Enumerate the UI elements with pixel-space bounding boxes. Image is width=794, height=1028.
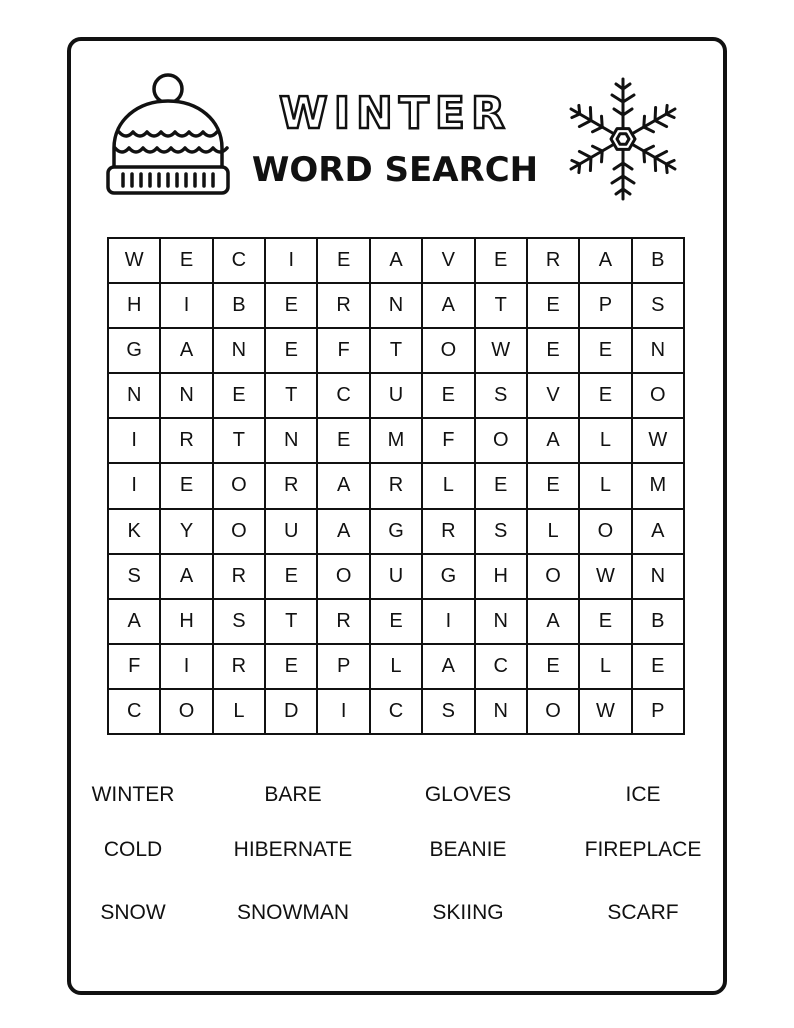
- grid-cell[interactable]: E: [527, 644, 579, 689]
- grid-cell[interactable]: M: [370, 418, 422, 463]
- grid-cell[interactable]: R: [160, 418, 212, 463]
- grid-cell[interactable]: L: [370, 644, 422, 689]
- grid-cell[interactable]: S: [213, 599, 265, 644]
- grid-cell[interactable]: A: [422, 283, 474, 328]
- grid-cell[interactable]: O: [475, 418, 527, 463]
- grid-cell[interactable]: L: [579, 644, 631, 689]
- grid-cell[interactable]: F: [422, 418, 474, 463]
- grid-cell[interactable]: V: [527, 373, 579, 418]
- grid-cell[interactable]: H: [475, 554, 527, 599]
- grid-cell[interactable]: R: [317, 283, 369, 328]
- grid-cell[interactable]: C: [317, 373, 369, 418]
- grid-cell[interactable]: E: [317, 418, 369, 463]
- word-list-item: COLD: [103, 838, 163, 861]
- grid-cell[interactable]: S: [475, 373, 527, 418]
- grid-cell[interactable]: W: [475, 328, 527, 373]
- grid-cell[interactable]: F: [317, 328, 369, 373]
- word-list-item: SNOWMAN: [237, 901, 349, 924]
- grid-cell[interactable]: A: [579, 238, 631, 283]
- grid-cell[interactable]: E: [370, 599, 422, 644]
- grid-cell[interactable]: H: [108, 283, 160, 328]
- grid-cell[interactable]: W: [108, 238, 160, 283]
- grid-cell[interactable]: T: [213, 418, 265, 463]
- grid-cell[interactable]: E: [527, 328, 579, 373]
- grid-cell[interactable]: E: [475, 463, 527, 508]
- grid-cell[interactable]: B: [632, 599, 684, 644]
- word-search-grid: [107, 237, 685, 735]
- word-list-item: SNOW: [100, 901, 166, 924]
- grid-cell[interactable]: L: [579, 463, 631, 508]
- grid-cell[interactable]: T: [265, 599, 317, 644]
- grid-cell[interactable]: W: [632, 418, 684, 463]
- grid-cell[interactable]: L: [213, 689, 265, 734]
- grid-cell[interactable]: E: [579, 373, 631, 418]
- grid-cell[interactable]: B: [213, 283, 265, 328]
- grid-cell[interactable]: W: [579, 554, 631, 599]
- grid-cell[interactable]: N: [475, 599, 527, 644]
- word-list-item: SCARF: [607, 901, 679, 924]
- grid-cell[interactable]: E: [475, 238, 527, 283]
- grid-cell[interactable]: I: [160, 644, 212, 689]
- grid-cell[interactable]: O: [527, 689, 579, 734]
- grid-cell[interactable]: W: [579, 689, 631, 734]
- grid-cell[interactable]: E: [265, 328, 317, 373]
- grid-cell[interactable]: L: [579, 418, 631, 463]
- grid-cell[interactable]: D: [265, 689, 317, 734]
- grid-cell[interactable]: O: [527, 554, 579, 599]
- grid-cell[interactable]: A: [317, 463, 369, 508]
- grid-cell[interactable]: E: [213, 373, 265, 418]
- grid-cell[interactable]: S: [422, 689, 474, 734]
- grid-cell[interactable]: N: [632, 554, 684, 599]
- grid-cell[interactable]: U: [370, 373, 422, 418]
- grid-cell[interactable]: I: [422, 599, 474, 644]
- word-list-item: SKIING: [432, 901, 504, 924]
- grid-cell[interactable]: G: [370, 509, 422, 554]
- word-list-item: HIBERNATE: [233, 838, 353, 861]
- grid-cell[interactable]: N: [265, 418, 317, 463]
- grid-cell[interactable]: R: [422, 509, 474, 554]
- grid-cell[interactable]: S: [108, 554, 160, 599]
- grid-cell[interactable]: N: [160, 373, 212, 418]
- grid-cell[interactable]: M: [632, 463, 684, 508]
- grid-cell[interactable]: B: [632, 238, 684, 283]
- grid-cell[interactable]: O: [422, 328, 474, 373]
- grid-cell[interactable]: F: [108, 644, 160, 689]
- grid-cell[interactable]: P: [579, 283, 631, 328]
- grid-cell[interactable]: E: [265, 554, 317, 599]
- word-list-item: BEANIE: [429, 838, 507, 861]
- grid-cell[interactable]: A: [632, 509, 684, 554]
- grid-cell[interactable]: E: [317, 238, 369, 283]
- grid-cell[interactable]: E: [527, 283, 579, 328]
- grid-cell[interactable]: O: [632, 373, 684, 418]
- grid-cell[interactable]: N: [213, 328, 265, 373]
- grid-cell[interactable]: C: [108, 689, 160, 734]
- grid-cell[interactable]: A: [160, 328, 212, 373]
- word-list: [80, 770, 720, 940]
- grid-cell[interactable]: G: [108, 328, 160, 373]
- grid-cell[interactable]: E: [265, 644, 317, 689]
- grid-cell[interactable]: C: [213, 238, 265, 283]
- grid-cell[interactable]: O: [579, 509, 631, 554]
- grid-cell[interactable]: E: [632, 644, 684, 689]
- grid-cell[interactable]: G: [422, 554, 474, 599]
- grid-cell[interactable]: I: [108, 463, 160, 508]
- grid-cell[interactable]: O: [213, 463, 265, 508]
- grid-cell[interactable]: R: [213, 554, 265, 599]
- grid-cell[interactable]: E: [422, 373, 474, 418]
- word-list-item: BARE: [264, 783, 322, 806]
- grid-cell[interactable]: I: [317, 689, 369, 734]
- grid-cell[interactable]: I: [265, 238, 317, 283]
- grid-cell[interactable]: A: [527, 418, 579, 463]
- grid-cell[interactable]: S: [475, 509, 527, 554]
- word-list-item: WINTER: [91, 783, 175, 806]
- grid-cell[interactable]: A: [108, 599, 160, 644]
- grid-cell[interactable]: A: [422, 644, 474, 689]
- title-winter: WINTER: [279, 88, 511, 139]
- grid-cell[interactable]: R: [317, 599, 369, 644]
- grid-cell[interactable]: T: [370, 328, 422, 373]
- grid-cell[interactable]: S: [632, 283, 684, 328]
- grid-cell[interactable]: N: [370, 283, 422, 328]
- grid-cell[interactable]: C: [475, 644, 527, 689]
- grid-cell[interactable]: A: [370, 238, 422, 283]
- word-list-item: FIREPLACE: [584, 838, 702, 861]
- grid-cell[interactable]: Y: [160, 509, 212, 554]
- grid-cell[interactable]: A: [527, 599, 579, 644]
- grid-cell[interactable]: P: [317, 644, 369, 689]
- grid-cell[interactable]: O: [213, 509, 265, 554]
- grid-cell[interactable]: I: [108, 418, 160, 463]
- grid-cell[interactable]: A: [160, 554, 212, 599]
- grid-cell[interactable]: V: [422, 238, 474, 283]
- grid-cell[interactable]: T: [475, 283, 527, 328]
- grid-cell[interactable]: I: [160, 283, 212, 328]
- grid-cell[interactable]: R: [370, 463, 422, 508]
- grid-cell[interactable]: E: [160, 463, 212, 508]
- word-list-item: GLOVES: [424, 783, 512, 806]
- grid-cell[interactable]: C: [370, 689, 422, 734]
- title-word-search: WORD SEARCH: [251, 150, 539, 190]
- grid-cell[interactable]: E: [527, 463, 579, 508]
- grid-cell[interactable]: E: [579, 599, 631, 644]
- grid-cell[interactable]: N: [475, 689, 527, 734]
- grid-cell[interactable]: P: [632, 689, 684, 734]
- grid-cell[interactable]: O: [317, 554, 369, 599]
- grid-cell[interactable]: R: [213, 644, 265, 689]
- grid-cell[interactable]: T: [265, 373, 317, 418]
- grid-cell[interactable]: H: [160, 599, 212, 644]
- grid-cell[interactable]: L: [527, 509, 579, 554]
- grid-cell[interactable]: A: [317, 509, 369, 554]
- grid-cell[interactable]: N: [108, 373, 160, 418]
- grid-cell[interactable]: K: [108, 509, 160, 554]
- grid-cell[interactable]: E: [265, 283, 317, 328]
- grid-cell[interactable]: R: [265, 463, 317, 508]
- grid-cell[interactable]: U: [265, 509, 317, 554]
- grid-cell[interactable]: U: [370, 554, 422, 599]
- grid-cell[interactable]: O: [160, 689, 212, 734]
- grid-cell[interactable]: R: [527, 238, 579, 283]
- grid-cell[interactable]: E: [579, 328, 631, 373]
- word-list-item: ICE: [625, 783, 661, 806]
- snowflake-icon: [556, 72, 690, 210]
- grid-cell[interactable]: E: [160, 238, 212, 283]
- beanie-hat-icon: [104, 70, 232, 200]
- grid-cell[interactable]: N: [632, 328, 684, 373]
- grid-cell[interactable]: L: [422, 463, 474, 508]
